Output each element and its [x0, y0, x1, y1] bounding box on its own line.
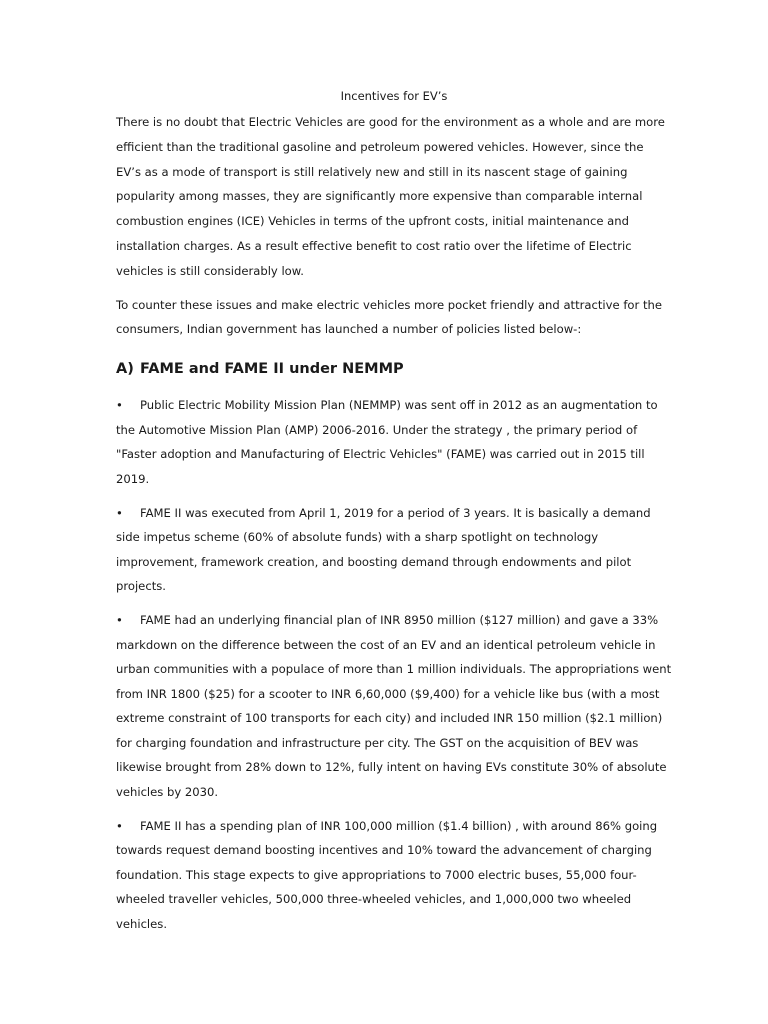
bullet-item	[116, 814, 672, 937]
bullet-icon: •	[116, 612, 123, 627]
section-letter: A)	[116, 361, 134, 378]
bullet-text: FAME had an underlying financial plan of INR 8950 million ($127 million) and gave a 33% markdown on the difference between the cost of an EV and an identical petroleum vehicle in urban communities with a populace of more than 1 million individuals. The appropriations went from INR 1800 ($25) for a scooter to INR 6,60,000 ($9,400) for a vehicle like bus (with a most extreme constraint of 100 transports for each city) and included INR 150 million ($2.1 million) for charging foundation and infrastructure per city. The GST on the acquisition of BEV was likewise brought from 28% down to 12%, fully intent on having EVs constitute 30% of absolute vehicles by 2030.	[116, 612, 672, 800]
intro-paragraph: To counter these issues and make electric vehicles more pocket friendly and attractive for the consumers, Indian government has launched a number of policies listed below-:	[116, 297, 662, 337]
bullet-icon: •	[116, 818, 123, 833]
section-heading-text: FAME and FAME II under NEMMP	[140, 361, 404, 378]
document-body	[116, 86, 672, 946]
bullet-icon: •	[116, 398, 123, 413]
bullet-text: Public Electric Mobility Mission Plan (NEMMP) was sent off in 2012 as an augmentation to the Automotive Mission Plan (AMP) 2006-2016. Under the strategy , the primary period of "Faster adoption and Manufacturing of Electric Vehicles" (FAME) was carried out in 2015 till 2019.	[116, 398, 658, 486]
bullet-item	[116, 608, 672, 805]
section-heading	[116, 359, 672, 379]
intro-paragraph: There is no doubt that Electric Vehicles are good for the environment as a whole and are more efficient than the traditional gasoline and petroleum powered vehicles. However, since the EV’s as a mode of transport is still relatively new and still in its nascent stage of gaining popularity among masses, they are significantly more expensive than comparable internal combustion engines (ICE) Vehicles in terms of the upfront costs, initial maintenance and installation charges. As a result effective benefit to cost ratio over the lifetime of Electric vehicles is still considerably low.	[116, 115, 665, 278]
document-title: Incentives for EV’s	[340, 89, 448, 103]
bullet-item	[116, 501, 672, 599]
bullet-text: FAME II has a spending plan of INR 100,000 million ($1.4 billion) , with around 86% going towards request demand boosting incentives and 10% toward the advancement of charging foundation. This stage expects to give appropriations to 7000 electric buses, 55,000 four-wheeled traveller vehicles, 500,000 three-wheeled vehicles, and 1,000,000 two wheeled vehicles.	[116, 818, 658, 932]
bullet-icon: •	[116, 505, 123, 520]
bullet-item	[116, 393, 672, 491]
bullet-text: FAME II was executed from April 1, 2019 for a period of 3 years. It is basically a demand side impetus scheme (60% of absolute funds) with a sharp spotlight on technology improvement, framework creation, and boosting demand through endowments and pilot projects.	[116, 505, 651, 594]
